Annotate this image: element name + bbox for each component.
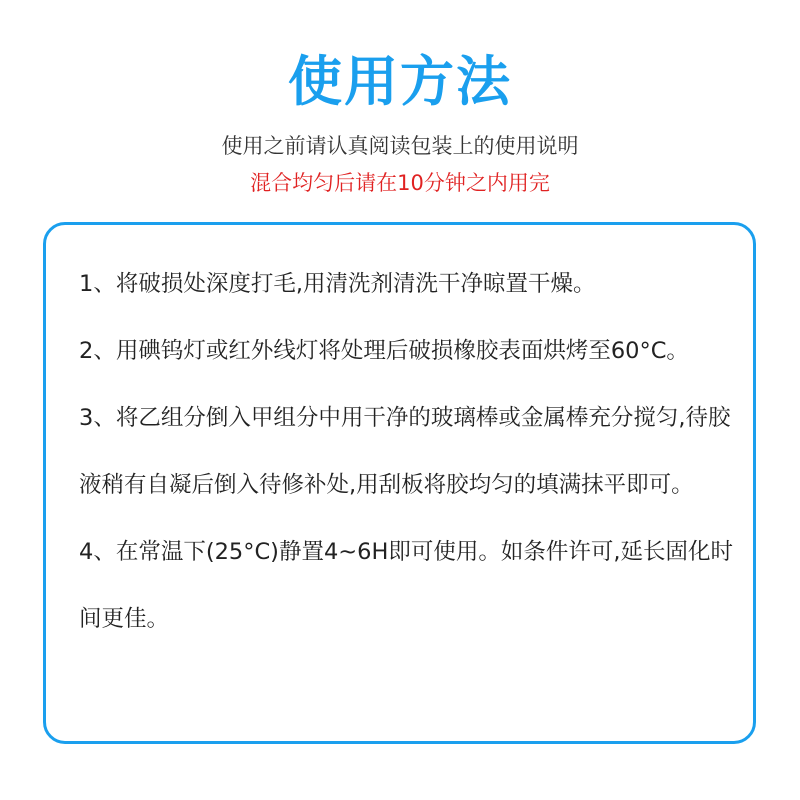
usage-note: 使用之前请认真阅读包装上的使用说明 (221, 134, 579, 158)
step-4: 4、在常温下(25°C)静置4~6H即可使用。如条件许可,延长固化时间更佳。 (79, 539, 734, 632)
page-title: 使用方法 (288, 50, 512, 113)
step-1: 1、将破损处深度打毛,用清洗剂清洗干净晾置干燥。 (79, 271, 596, 297)
instructions-panel (43, 222, 756, 744)
step-3: 3、将乙组分倒入甲组分中用干净的玻璃棒或金属棒充分搅匀,待胶液稍有自凝后倒入待修补处,用刮板将胶均匀的填满抹平即可。 (79, 405, 731, 498)
step-2: 2、用碘钨灯或红外线灯将处理后破损橡胶表面烘烤至60°C。 (79, 338, 689, 364)
warning-note: 混合均匀后请在10分钟之内用完 (250, 171, 550, 195)
steps-list (79, 251, 741, 653)
